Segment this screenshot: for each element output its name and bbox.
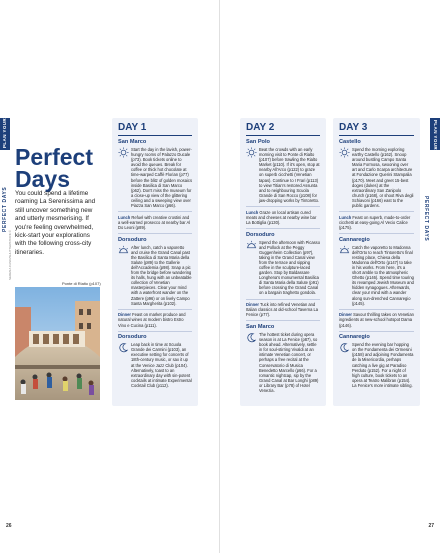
sun-icon — [246, 147, 257, 158]
moon-icon — [246, 332, 257, 343]
half-sun-icon — [118, 245, 129, 256]
meal-text: Feast on market produce and natural wines at modern bistro Estro Vino e Cucina (p111). — [118, 312, 186, 328]
afternoon-itinerary — [246, 240, 320, 296]
lunch-note — [118, 215, 192, 230]
plan-your-trip-tab-right — [430, 118, 440, 164]
photo-caption: Ponte di Rialto (p107) — [62, 281, 101, 286]
area-name: Cannaregio — [339, 236, 370, 243]
meal-text: Graze on local artisan cured meats and cheeses at nearby wine bar La Bottiglia (p130). — [246, 209, 317, 225]
day-2-column — [240, 118, 326, 406]
day-heading: DAY 1 — [118, 122, 192, 136]
rialto-photo-illustration — [15, 287, 100, 400]
itinerary-text: Spend the evening bar hopping on the Fondamenta dei Ormesini (p158) and adjoining Fondamenta de la Misericordia, perhaps catching a live gig at Paradiso Perduto (p152). For a night of high culture, book tickets to an opera at Teatro Malibran (p154). La Fenice's more intimate sibling. — [352, 342, 414, 388]
divider — [339, 309, 414, 310]
area-name: San Marco — [246, 324, 275, 330]
day-heading: DAY 2 — [246, 122, 320, 136]
plan-your-trip-tab — [0, 104, 10, 150]
rialto-photo — [15, 287, 100, 400]
itinerary-text: Spend the morning exploring earthy Castello (p162). Snoop around bustling Campo Santa Maria Formosa, swooning over art and Carlo Scarpa architecture at Fondazione Querini Stampalia (p170). Meet and greet 15-best doges (dukes) at the extraordinary San Zanipolo church (p168), or shoot Riva degli Schiavoni (p166) east to the public gardens. — [352, 147, 414, 209]
meal-text: Savour thrilling takes on Venetian ingredients at new-school hotspot Dama (p146). — [339, 312, 414, 328]
itinerary-text: Spend the afternoon with Picasso and Pollock at the Peggy Guggenheim Collection (p97), taking in the Grand Canal view from the terrace and sipping coffee in the sculpture-laced garden. Stop by Baldassare Longhena's monumental Basilica di Santa Maria della Salute (p91) before crossing the Grand Canal on a bargain traghetto gondola. — [259, 239, 320, 296]
meal-label: Lunch — [118, 214, 131, 220]
photo-credit: SERENA CASO/SHUTTERSTOCK © — [8, 230, 12, 280]
area-name: San Polo — [246, 139, 270, 145]
meal-text: Refuel with creative crostini and a well-earned prosecco at nearby bar Al Do Leoni (p89). — [118, 214, 191, 230]
divider — [118, 309, 192, 310]
divider — [339, 233, 414, 234]
area-name: Cannaregio — [339, 334, 370, 341]
meal-text: Tuck into refined Venetian and Italian classics at old-school Taverna La Fenice (p77). — [246, 302, 319, 318]
itinerary-text: Beat the crowds with an early morning visit to Ponte di Rialto (p107) before trawling the Rialto Market (p110). If it's open, stop at nearby All'Arco (p122) to graze on superb cicchetti (Venetian tapas). Continue to I Frari (p113) to view Titian's restored Assunta and to neighbouring Scuola Grande di San Rocco (p108) for jaw-dropping works by Tintoretto. — [259, 147, 320, 203]
itinerary-text: Catch the vaporetto to Madonna dell'Orto to reach Tintoretto's final resting place, Chiesa della Madonna dell'Orto (p147) to take in his works. From here, it's a short amble to the atmospheric Ghetto (p146). Spend time touring its revamped Jewish Museum and hidden synagogues. Afterwards, clear your mind with a wander along sun-drenched Cannaregio (p145). — [352, 244, 414, 306]
tab-label-right: PLAN YOUR TRIP — [433, 120, 438, 164]
half-sun-icon — [246, 240, 257, 251]
moon-icon — [339, 342, 350, 353]
dinner-note — [246, 302, 320, 317]
meal-label: Dinner — [118, 312, 131, 318]
sun-icon — [339, 147, 350, 158]
afternoon-itinerary — [118, 245, 192, 306]
title-line-2: Days — [15, 166, 70, 192]
divider — [246, 206, 320, 207]
area-name: San Marco — [118, 139, 147, 145]
page-number-right: 27 — [428, 523, 434, 529]
dinner-note — [339, 312, 414, 327]
itinerary-text: The hottest ticket during opera season is at La Fenice (p87), so book ahead. Alternatively, settle in for soul-stirring Vivaldi at an intimate Venetian concert, or perhaps a free recital at the Conservatorio di Musica Benedetto Marcello (p66). For a romantic nightcap, sip by the Grand Canal at Bar Longhi (p89) or Library Bar (p78) of Hotel Venezia. — [259, 332, 319, 394]
divider — [246, 228, 320, 229]
area-name: Dorsoduro — [118, 334, 147, 341]
tab-label: PLAN YOUR TRIP — [2, 104, 7, 148]
intro-paragraph: You could spend a lifetime roaming La Serenissima and still uncover something new and utterly mesmerising. If you're feeling overwhelmed, kick-start your explorations with the following cross-city itineraries. — [15, 190, 96, 256]
morning-itinerary — [118, 147, 192, 208]
dinner-note — [118, 312, 192, 327]
divider — [339, 331, 414, 332]
evening-itinerary — [339, 342, 414, 388]
itinerary-text: Start the day in the lavish, power-hungry rooms of Palazzo Ducale (p73). Book tickets online to avoid the queues. Break for coffee or thick hot chocolate at time-warped Caffè Florian (p77) before the blitz of golden mosaics inside Basilica di San Marco (p62). Don't miss the museum for a close-up view of the glittering ceiling and a sweeping view over Piazza San Marco (p66). — [131, 147, 192, 209]
afternoon-itinerary — [339, 245, 414, 306]
morning-itinerary — [246, 147, 320, 203]
day-3-column — [333, 118, 420, 406]
lunch-note — [339, 215, 414, 230]
meal-text: Feast on superb, made-to-order cicchetti at easy-going Al Vecio Calice (p175). — [339, 214, 411, 230]
divider — [339, 211, 414, 212]
itinerary-text: After lunch, catch a vaporetto and cruise the Grand Canal past the Basilica di Santa Maria della Salute (p89) to the Gallerie dell'Accademia (p98). Snap a pic from the bridge before wandering its halls, hung with an unbeatable collection of Venetian masterpieces. Clear your mind with a waterfront wander on the Zattere (p96) or on lively Campo Santa Margherita (p102). — [131, 244, 192, 306]
meal-label: Lunch — [246, 209, 259, 215]
title-line-1: Perfect — [15, 144, 93, 170]
divider — [246, 299, 320, 300]
itinerary-text: Leap back in time at Scuola Grande dei Carmini (p103), an executive setting for concerts of 18th-century music, or sax it up at the Venice Jazz Club (p104). Alternatively, toast to an extraordinary day with sin-potent cocktails at intimate Experimental Cocktail Club (p112). — [131, 342, 192, 388]
lunch-note — [246, 210, 320, 225]
half-sun-icon — [339, 245, 350, 256]
page-number-left: 26 — [6, 523, 12, 529]
meal-label: Dinner — [246, 302, 259, 308]
evening-itinerary — [246, 332, 320, 393]
area-name: Castello — [339, 139, 361, 145]
morning-itinerary — [339, 147, 414, 208]
divider — [118, 211, 192, 212]
divider — [118, 331, 192, 332]
area-name: Dorsoduro — [246, 231, 275, 238]
page-title — [15, 146, 93, 190]
moon-icon — [118, 342, 129, 353]
side-label-perfect-days: PERFECT DAYS — [2, 186, 8, 232]
divider — [246, 320, 320, 321]
sun-icon — [118, 147, 129, 158]
day-heading: DAY 3 — [339, 122, 414, 136]
meal-label: Dinner — [339, 312, 352, 318]
meal-label: Lunch — [339, 214, 352, 220]
divider — [118, 233, 192, 234]
day-1-column — [112, 118, 198, 406]
evening-itinerary — [118, 342, 192, 388]
side-label-perfect-days-right: PERFECT DAYS — [422, 196, 429, 242]
area-name: Dorsoduro — [118, 236, 147, 243]
